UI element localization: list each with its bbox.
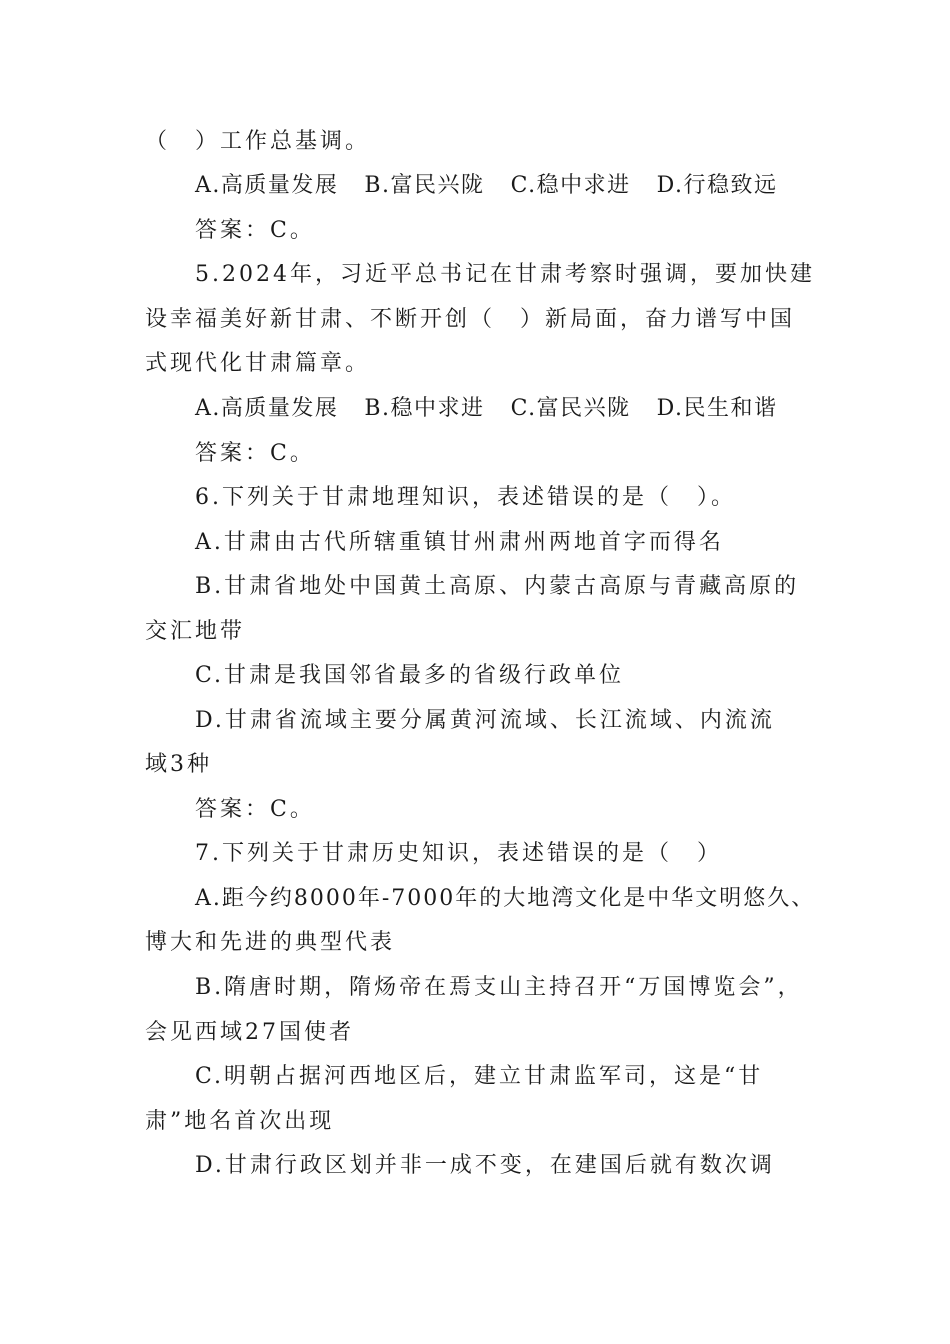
q4-options: [195, 168, 815, 204]
q4-option-c: C.稳中求进: [510, 173, 631, 198]
q7-option-c-line-2: 肃”地名首次出现: [145, 1109, 335, 1134]
q7-option-c-line-1: C.明朝占据河西地区后，建立甘肃监军司，这是“甘: [195, 1064, 764, 1089]
q4-option-b: B.富民兴陇: [364, 173, 485, 198]
q5-stem-line-2: 设幸福美好新甘肃、不断开创（ ）新局面，奋力谱写中国: [145, 307, 796, 332]
q5-option-a: A.高质量发展: [195, 396, 339, 421]
q4-option-a: A.高质量发展: [195, 173, 339, 198]
q6-answer: 答案：C。: [195, 797, 315, 822]
q6-option-d-line-2: 域3种: [145, 752, 212, 777]
q7-option-a-line-1: A.距今约8000年-7000年的大地湾文化是中华文明悠久、: [195, 886, 816, 911]
q4-stem-end: （ ）工作总基调。: [145, 129, 371, 154]
q6-option-d-line-1: D.甘肃省流域主要分属黄河流域、长江流域、内流流: [195, 708, 775, 733]
q7-option-b-line-2: 会见西域27国使者: [145, 1020, 354, 1045]
q5-answer: 答案：C。: [195, 441, 315, 466]
q7-option-d-line-1: D.甘肃行政区划并非一成不变，在建国后就有数次调: [195, 1153, 775, 1178]
q6-option-b-line-2: 交汇地带: [145, 619, 246, 644]
q7-stem: 7.下列关于甘肃历史知识，表述错误的是（ ）: [195, 841, 722, 866]
q6-option-c: C.甘肃是我国邻省最多的省级行政单位: [195, 663, 625, 688]
q7-option-a-line-2: 博大和先进的典型代表: [145, 930, 396, 955]
q6-option-b-line-1: B.甘肃省地处中国黄土高原、内蒙古高原与青藏高原的: [195, 574, 800, 599]
q5-options: [195, 391, 815, 427]
q5-stem-line-3: 式现代化甘肃篇章。: [145, 351, 371, 376]
q5-option-b: B.稳中求进: [364, 396, 485, 421]
q6-option-a: A.甘肃由古代所辖重镇甘州肃州两地首字而得名: [195, 530, 724, 555]
q5-stem-line-1: 5.2024年，习近平总书记在甘肃考察时强调，要加快建: [195, 262, 815, 287]
q6-stem: 6.下列关于甘肃地理知识，表述错误的是（ ）。: [195, 485, 736, 510]
q5-option-c: C.富民兴陇: [510, 396, 631, 421]
q4-answer: 答案：C。: [195, 218, 315, 243]
q4-option-d: D.行稳致远: [656, 173, 778, 198]
q5-option-d: D.民生和谐: [656, 396, 778, 421]
q7-option-b-line-1: B.隋唐时期，隋炀帝在焉支山主持召开“万国博览会”，: [195, 975, 803, 1000]
